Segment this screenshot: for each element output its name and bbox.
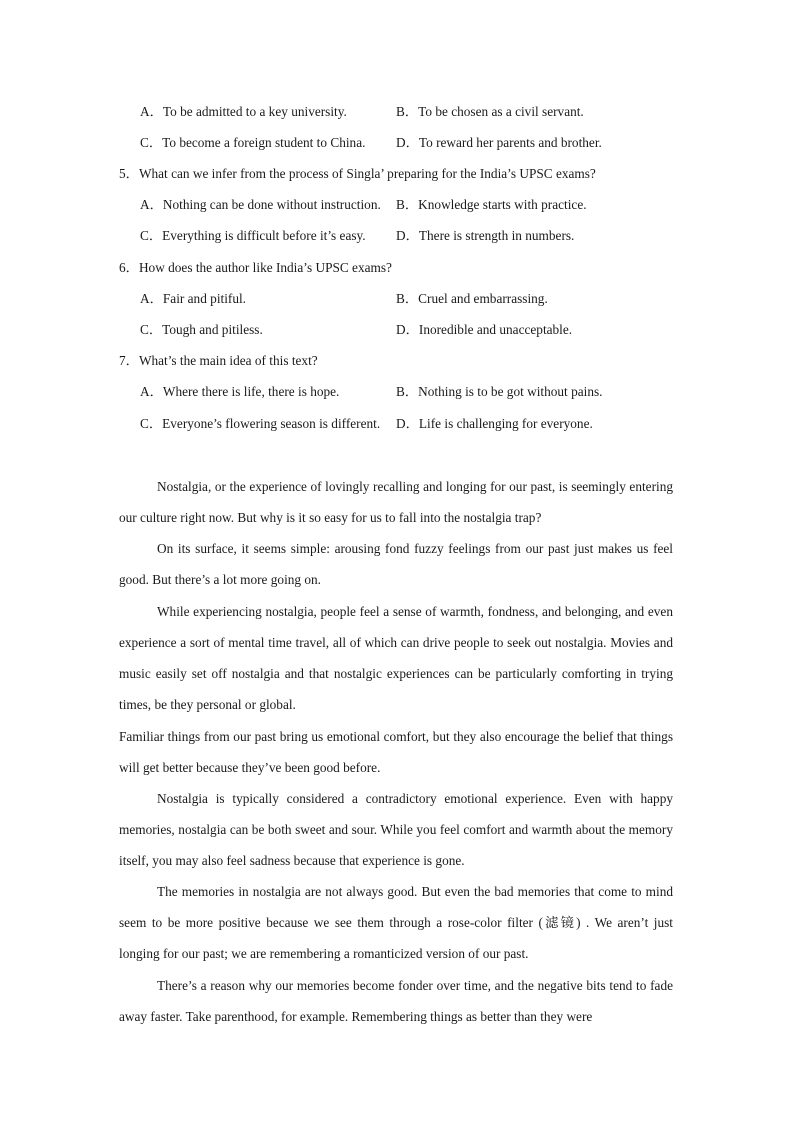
q5-option-a[interactable]: A．Nothing can be done without instruction. bbox=[140, 197, 381, 212]
q6-option-c[interactable]: C．Tough and pitiless. bbox=[140, 322, 263, 337]
q6-option-a[interactable]: A．Fair and pitiful. bbox=[140, 291, 246, 306]
q4-option-a[interactable]: A．To be admitted to a key university. bbox=[140, 104, 347, 119]
q4-option-b[interactable]: B．To be chosen as a civil servant. bbox=[396, 104, 584, 119]
passage-paragraph-2 bbox=[119, 533, 673, 595]
q6-option-b[interactable]: B．Cruel and embarrassing. bbox=[396, 291, 548, 306]
passage-paragraph-4 bbox=[119, 721, 673, 783]
passage-paragraph-1 bbox=[119, 471, 673, 533]
paragraph-text: Nostalgia is typically considered a contradictory emotional experience. Even with happy memories, nostalgia can be both sweet and sour. While you feel comfort and warmth about the memory itself, you may also feel sadness because that experience is gone. bbox=[119, 791, 673, 868]
q7-option-c[interactable]: C．Everyone’s flowering season is different. bbox=[140, 416, 381, 431]
q7-option-a[interactable]: A．Where there is life, there is hope. bbox=[140, 384, 340, 399]
passage-paragraph-3 bbox=[119, 596, 673, 720]
passage-paragraph-5 bbox=[119, 783, 673, 876]
q4-option-d[interactable]: D．To reward her parents and brother. bbox=[396, 135, 602, 150]
q7-option-d[interactable]: D．Life is challenging for everyone. bbox=[396, 416, 593, 431]
q4-option-c[interactable]: C．To become a foreign student to China. bbox=[140, 135, 366, 150]
paragraph-text: Familiar things from our past bring us emotional comfort, but they also encourage the belief that things will get better because they’ve been good before. bbox=[119, 729, 673, 775]
paragraph-text: On its surface, it seems simple: arousing fond fuzzy feelings from our past just makes us feel good. But there’s a lot more going on. bbox=[119, 541, 673, 587]
paragraph-text: While experiencing nostalgia, people feel a sense of warmth, fondness, and belonging, and even experience a sort of mental time travel, all of which can drive people to seek out nostalgia. Movies and music easily set off nostalgia and that nostalgic experiences can be particularly comforting in trying times, be they personal or global. bbox=[119, 604, 673, 712]
q5-option-d[interactable]: D．There is strength in numbers. bbox=[396, 228, 575, 243]
paragraph-text: Nostalgia, or the experience of lovingly recalling and longing for our past, is seemingly entering our culture right now. But why is it so easy for us to fall into the nostalgia trap? bbox=[119, 479, 673, 525]
q5-stem: 5．What can we infer from the process of Singla’ preparing for the India’s UPSC exams? bbox=[119, 166, 596, 181]
paragraph-text: There’s a reason why our memories become fonder over time, and the negative bits tend to fade away faster. Take parenthood, for example. Remembering things as better than they were bbox=[119, 978, 673, 1024]
passage-paragraph-6 bbox=[119, 876, 673, 969]
q6-option-d[interactable]: D．Inoredible and unacceptable. bbox=[396, 322, 573, 337]
q5-option-b[interactable]: B．Knowledge starts with practice. bbox=[396, 197, 587, 212]
q5-option-c[interactable]: C．Everything is difficult before it’s easy. bbox=[140, 228, 366, 243]
paragraph-text: The memories in nostalgia are not always good. But even the bad memories that come to mind seem to be more positive because we see them through a rose-color filter (滤镜) . We aren’t just longing for our past; we are remembering a romanticized version of our past. bbox=[119, 884, 673, 961]
passage-paragraph-7 bbox=[119, 970, 673, 1032]
q7-stem: 7．What’s the main idea of this text? bbox=[119, 353, 318, 368]
q6-stem: 6．How does the author like India’s UPSC exams? bbox=[119, 260, 392, 275]
q7-option-b[interactable]: B．Nothing is to be got without pains. bbox=[396, 384, 603, 399]
